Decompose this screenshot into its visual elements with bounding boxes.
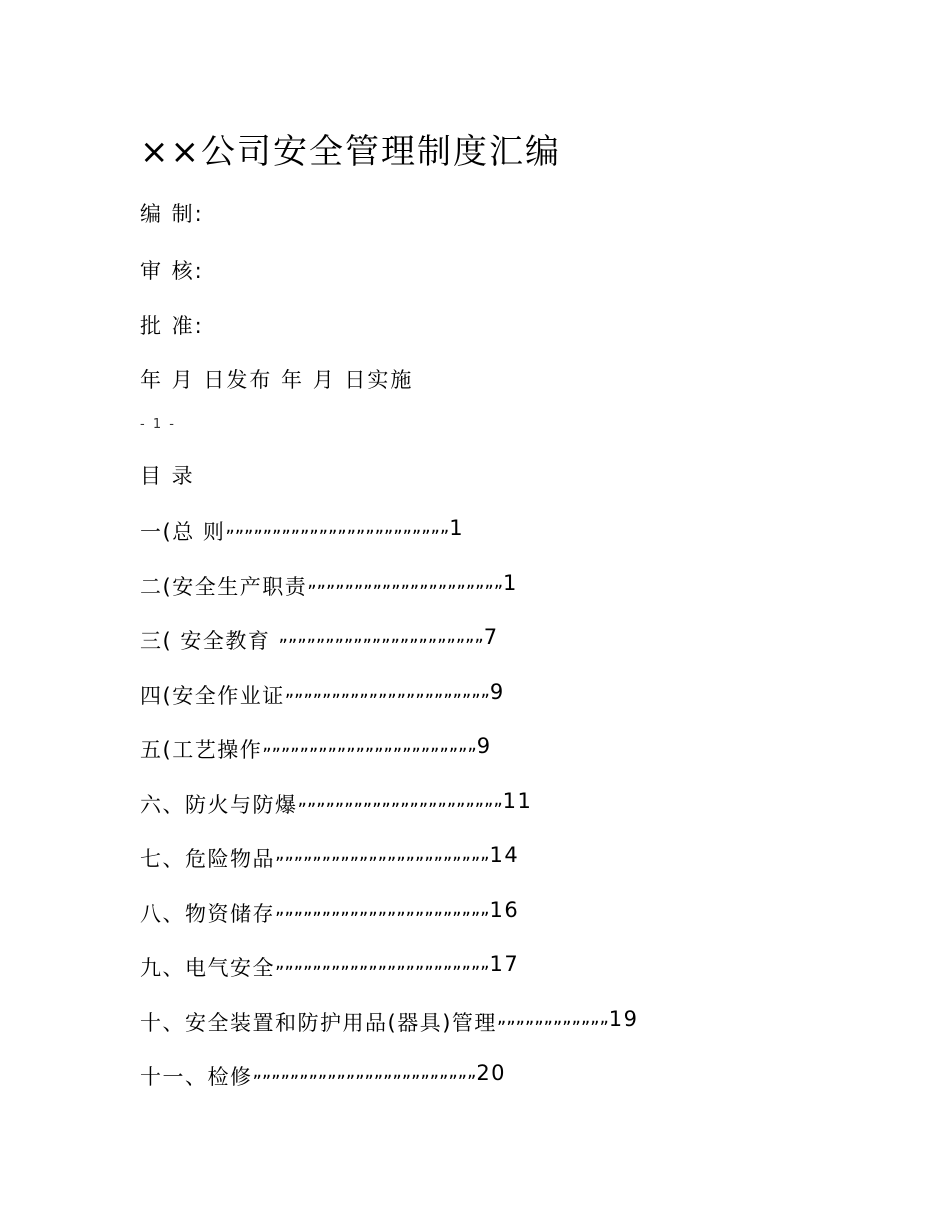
toc-page-number: 1 (503, 570, 518, 595)
toc-entry-electrical-safety[interactable] (140, 952, 840, 1007)
toc-entry-label: 一(总 则 (140, 520, 226, 544)
toc-entry-label: 七、危险物品 (140, 847, 275, 871)
toc-page-number: 7 (483, 625, 499, 649)
toc-entry-hazardous-materials[interactable] (140, 843, 840, 898)
toc-entry-label: 八、物资储存 (140, 901, 275, 926)
toc-page-number: 11 (502, 788, 533, 813)
toc-entry-safety-devices[interactable] (140, 1007, 840, 1062)
toc-entry-label: 五(工艺操作 (140, 738, 263, 762)
toc-leader-dots: „„„„„„„„„„„„„„„„„„„„„„ (297, 788, 503, 810)
toc-entry-label: 九、电气安全 (140, 956, 275, 980)
toc-entry-process-operation[interactable] (140, 734, 840, 789)
toc-entry-label: 二(安全生产职责 (140, 574, 308, 599)
toc-leader-dots: „„„„„„„„„„„„„„„„„„„„„„ (284, 679, 490, 701)
toc-page-number: 19 (608, 1006, 639, 1031)
toc-leader-dots: „„„„„„„„„„„„ (496, 1006, 609, 1028)
toc-leader-dots: „„„„„„„„„„„„„„„„„„„„„„„„ (252, 1061, 477, 1082)
toc-entry-safety-education[interactable] (140, 625, 840, 680)
approved-by-label: 批 准: (140, 314, 204, 338)
toc-page-number: 17 (489, 952, 520, 976)
toc-leader-dots: „„„„„„„„„„„„„„„„„„„„„„„ (275, 952, 490, 973)
toc-page-number: 20 (476, 1061, 507, 1085)
toc-page-number: 9 (476, 734, 492, 758)
publish-dates: 年 月 日发布 年 月 日实施 (140, 368, 414, 392)
document-title: ××公司安全管理制度汇编 (140, 132, 561, 172)
toc-leader-dots: „„„„„„„„„„„„„„„„„„„„„„„ (275, 843, 490, 864)
compiled-by-label: 编 制: (140, 202, 204, 226)
toc-heading: 目 录 (140, 464, 195, 488)
toc-leader-dots: „„„„„„„„„„„„„„„„„„„„„„ (278, 625, 484, 646)
toc-entry-fire-explosion[interactable] (140, 789, 840, 844)
page-marker: - 1 - (140, 417, 176, 432)
toc-leader-dots: „„„„„„„„„„„„„„„„„„„„„ (307, 570, 504, 592)
toc-entry-production-duties[interactable] (140, 571, 840, 626)
toc-entry-general[interactable] (140, 516, 840, 571)
toc-entry-label: 四(安全作业证 (140, 683, 285, 708)
toc-page-number: 9 (489, 679, 505, 704)
toc-entry-label: 三( 安全教育 (140, 629, 279, 653)
toc-entry-label: 六、防火与防爆 (140, 792, 298, 817)
toc-page-number: 16 (489, 897, 520, 922)
toc-entry-label: 十、安全装置和防护用品(器具)管理 (140, 1010, 497, 1035)
toc-entry-work-permits[interactable] (140, 680, 840, 735)
toc-page-number: 14 (489, 843, 520, 867)
toc-leader-dots: „„„„„„„„„„„„„„„„„„„„„„„„ (225, 516, 450, 537)
table-of-contents (140, 516, 840, 1116)
toc-entry-material-storage[interactable] (140, 898, 840, 953)
reviewed-by-label: 审 核: (140, 259, 204, 283)
toc-entry-maintenance[interactable] (140, 1061, 840, 1116)
toc-entry-label: 十一、检修 (140, 1065, 253, 1089)
toc-page-number: 1 (449, 516, 465, 540)
toc-leader-dots: „„„„„„„„„„„„„„„„„„„„„„„ (275, 897, 490, 919)
toc-leader-dots: „„„„„„„„„„„„„„„„„„„„„„„ (262, 734, 477, 755)
